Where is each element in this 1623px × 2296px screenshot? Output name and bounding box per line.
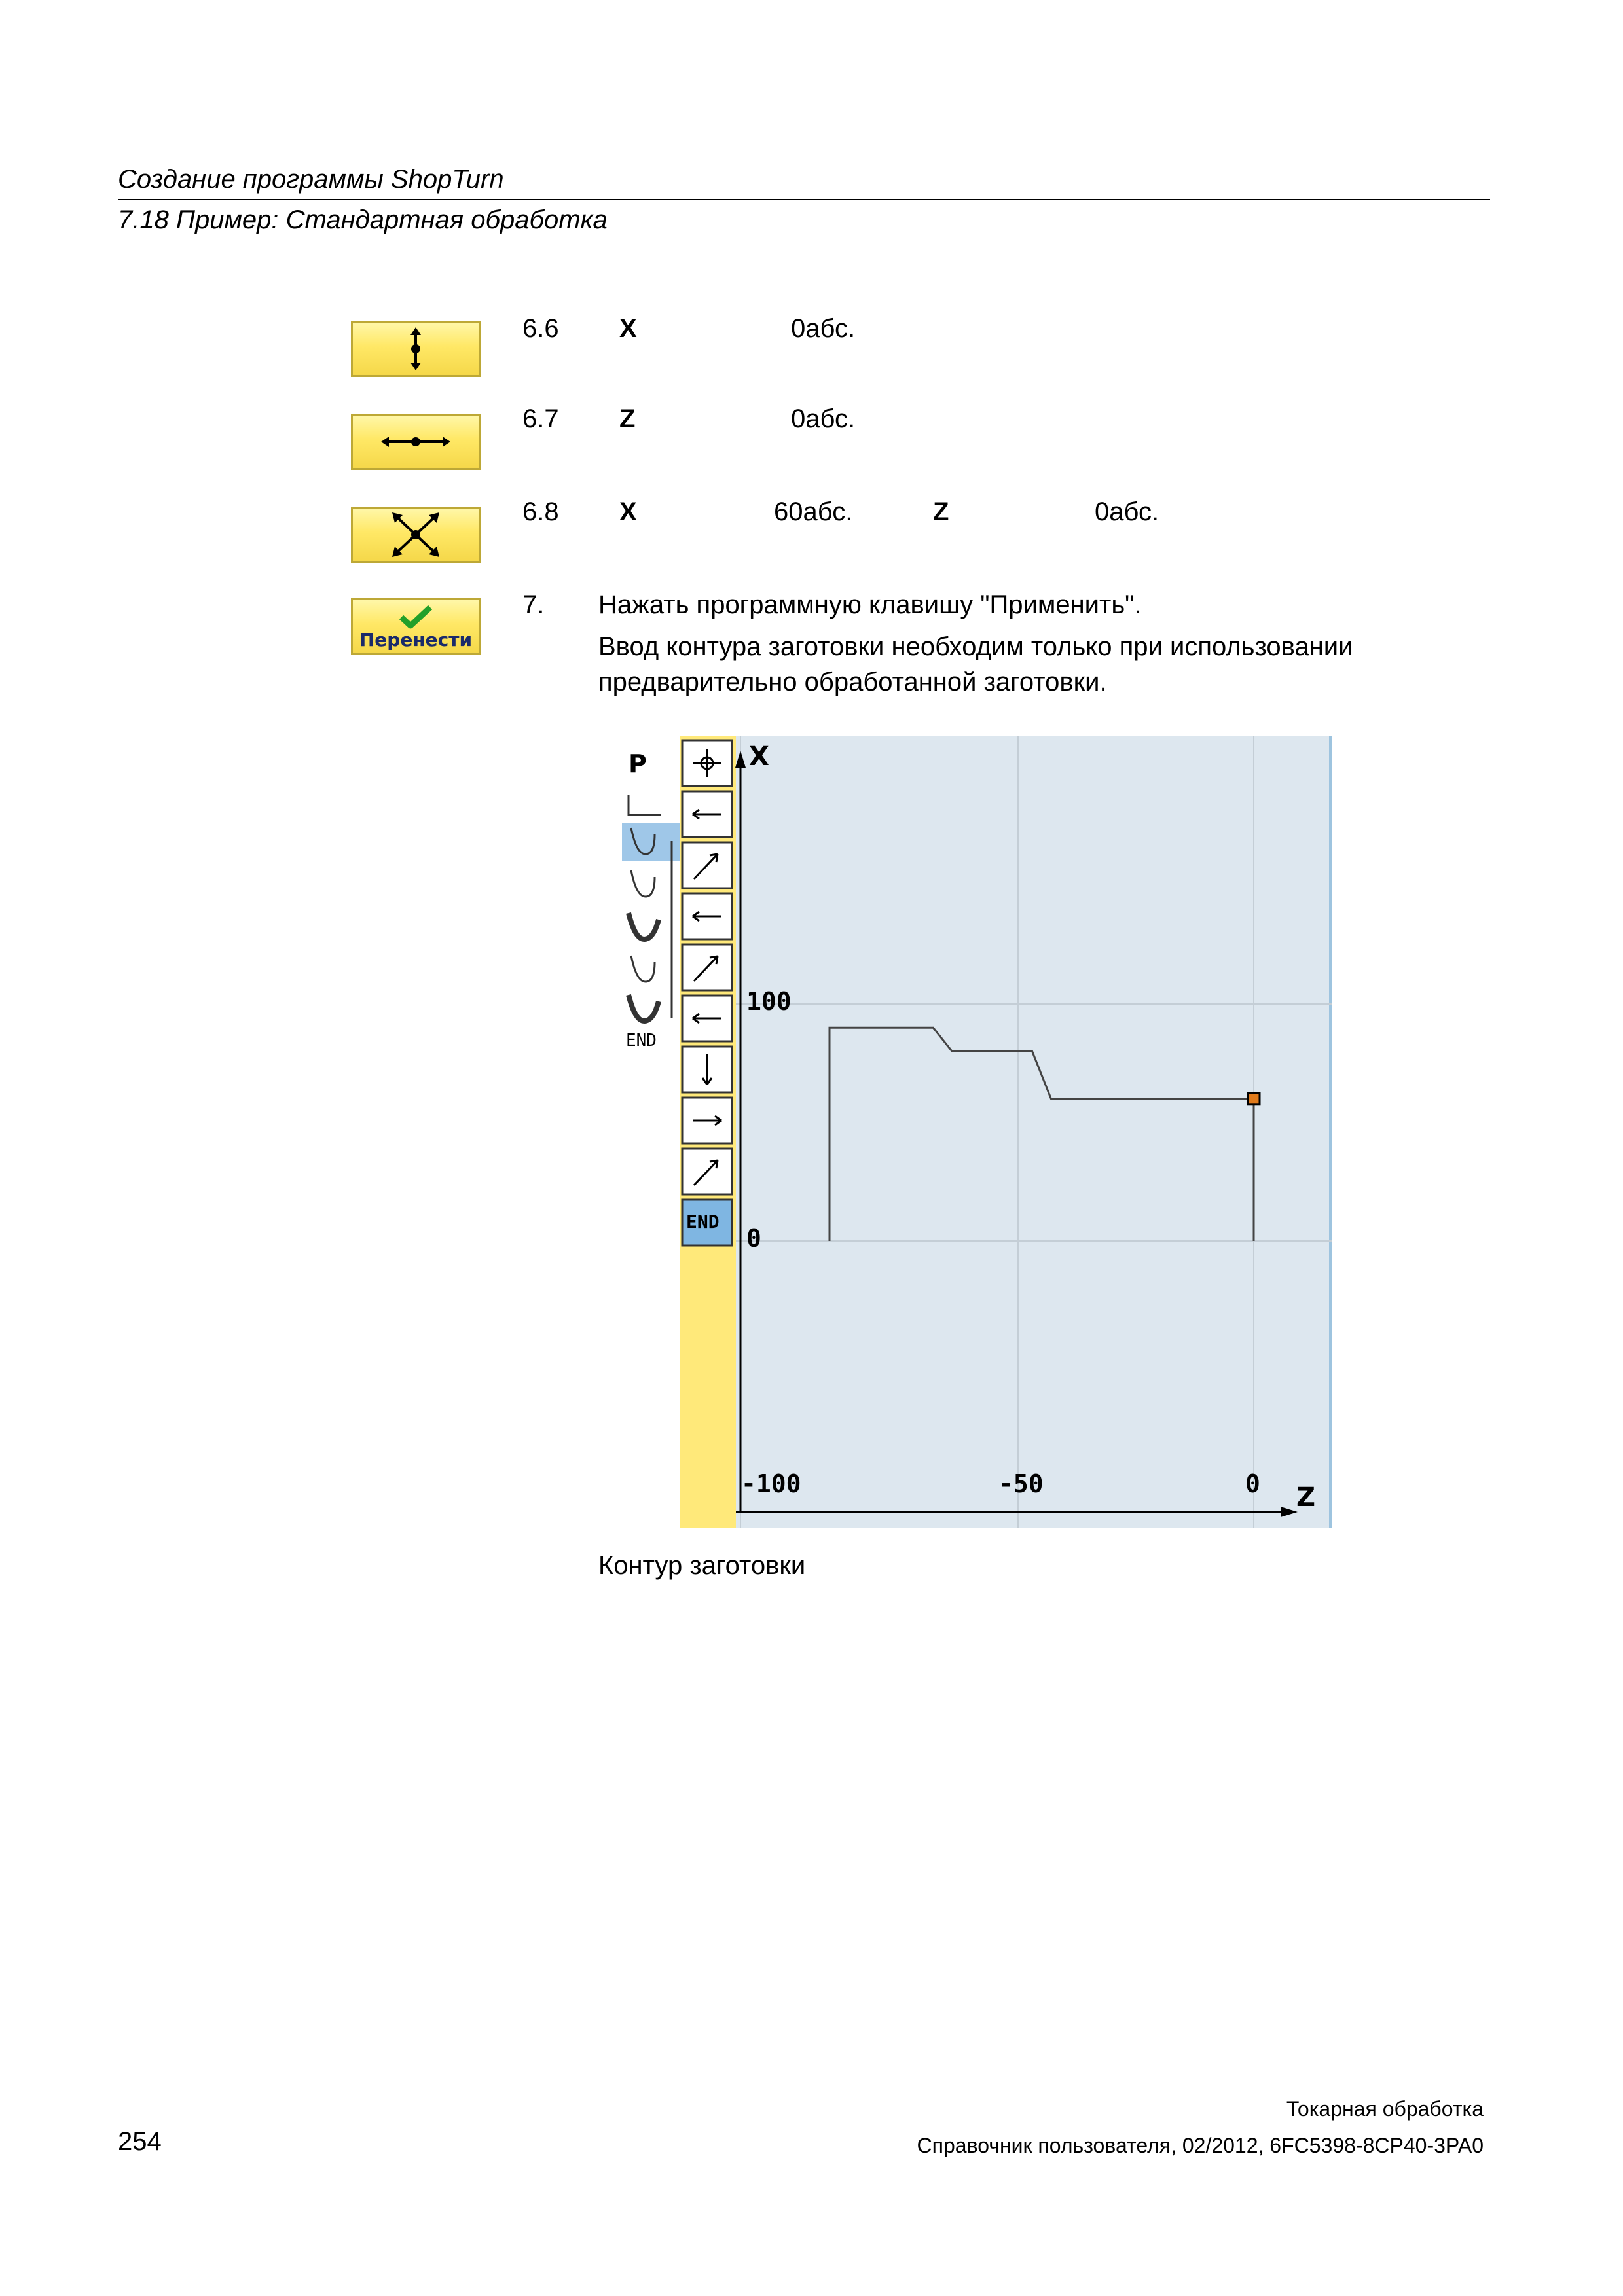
program-label: P: [629, 749, 647, 778]
axis-z-label: Z: [1296, 1482, 1316, 1513]
z-tick-label: -100: [741, 1469, 801, 1498]
step-number-7: 7.: [522, 590, 545, 619]
vertical-move-icon: [403, 326, 429, 372]
diagonal-move-icon: [390, 511, 442, 558]
softkey-vertical[interactable]: [351, 321, 481, 377]
footer-reference: Справочник пользователя, 02/2012, 6FC5398-8CP40-3PA0: [917, 2134, 1484, 2157]
header-divider: [118, 199, 1490, 200]
footer-book-title: Токарная обработка: [1286, 2097, 1484, 2121]
checkmark-icon: [397, 604, 434, 629]
step-number-6-6: 6.6: [522, 314, 559, 343]
step-number-6-8: 6.8: [522, 497, 559, 526]
apply-softkey[interactable]: [351, 598, 481, 655]
step-axis-x: X: [619, 497, 637, 526]
horizontal-move-icon: [380, 429, 452, 455]
figure-caption: Контур заготовки: [598, 1551, 806, 1580]
step-axis-x: X: [619, 314, 637, 343]
step-instruction: Нажать программную клавишу "Применить".: [598, 590, 1142, 619]
x-tick-label: 100: [746, 987, 792, 1016]
softkey-horizontal[interactable]: [351, 414, 481, 470]
step-axis-z: Z: [933, 497, 949, 526]
section-title: 7.18 Пример: Стандартная обработка: [118, 206, 608, 234]
left-panel-end-label: END: [626, 1031, 657, 1050]
step-note-line2: предварительно обработанной заготовки.: [598, 668, 1107, 696]
step-number-6-7: 6.7: [522, 404, 559, 433]
apply-softkey-label: Перенести: [359, 629, 473, 651]
axis-x-label: X: [749, 742, 769, 772]
page-number: 254: [118, 2127, 162, 2156]
chapter-title: Создание программы ShopTurn: [118, 165, 504, 194]
step-note-line1: Ввод контура заготовки необходим только при использовании: [598, 632, 1353, 661]
step-value: 60абс.: [774, 497, 853, 526]
step-value: 0абс.: [791, 404, 856, 433]
contour-endpoint-marker: [1248, 1093, 1260, 1105]
z-tick-label: -50: [998, 1469, 1044, 1498]
softkey-diagonal[interactable]: [351, 507, 481, 563]
element-end-button[interactable]: END: [686, 1211, 720, 1232]
step-value: 0абс.: [1095, 497, 1159, 526]
x-tick-label: 0: [746, 1224, 761, 1253]
step-value: 0абс.: [791, 314, 856, 343]
blank-contour-figure: [622, 736, 1332, 1528]
z-tick-label: 0: [1245, 1469, 1260, 1498]
step-axis-z: Z: [619, 404, 636, 433]
